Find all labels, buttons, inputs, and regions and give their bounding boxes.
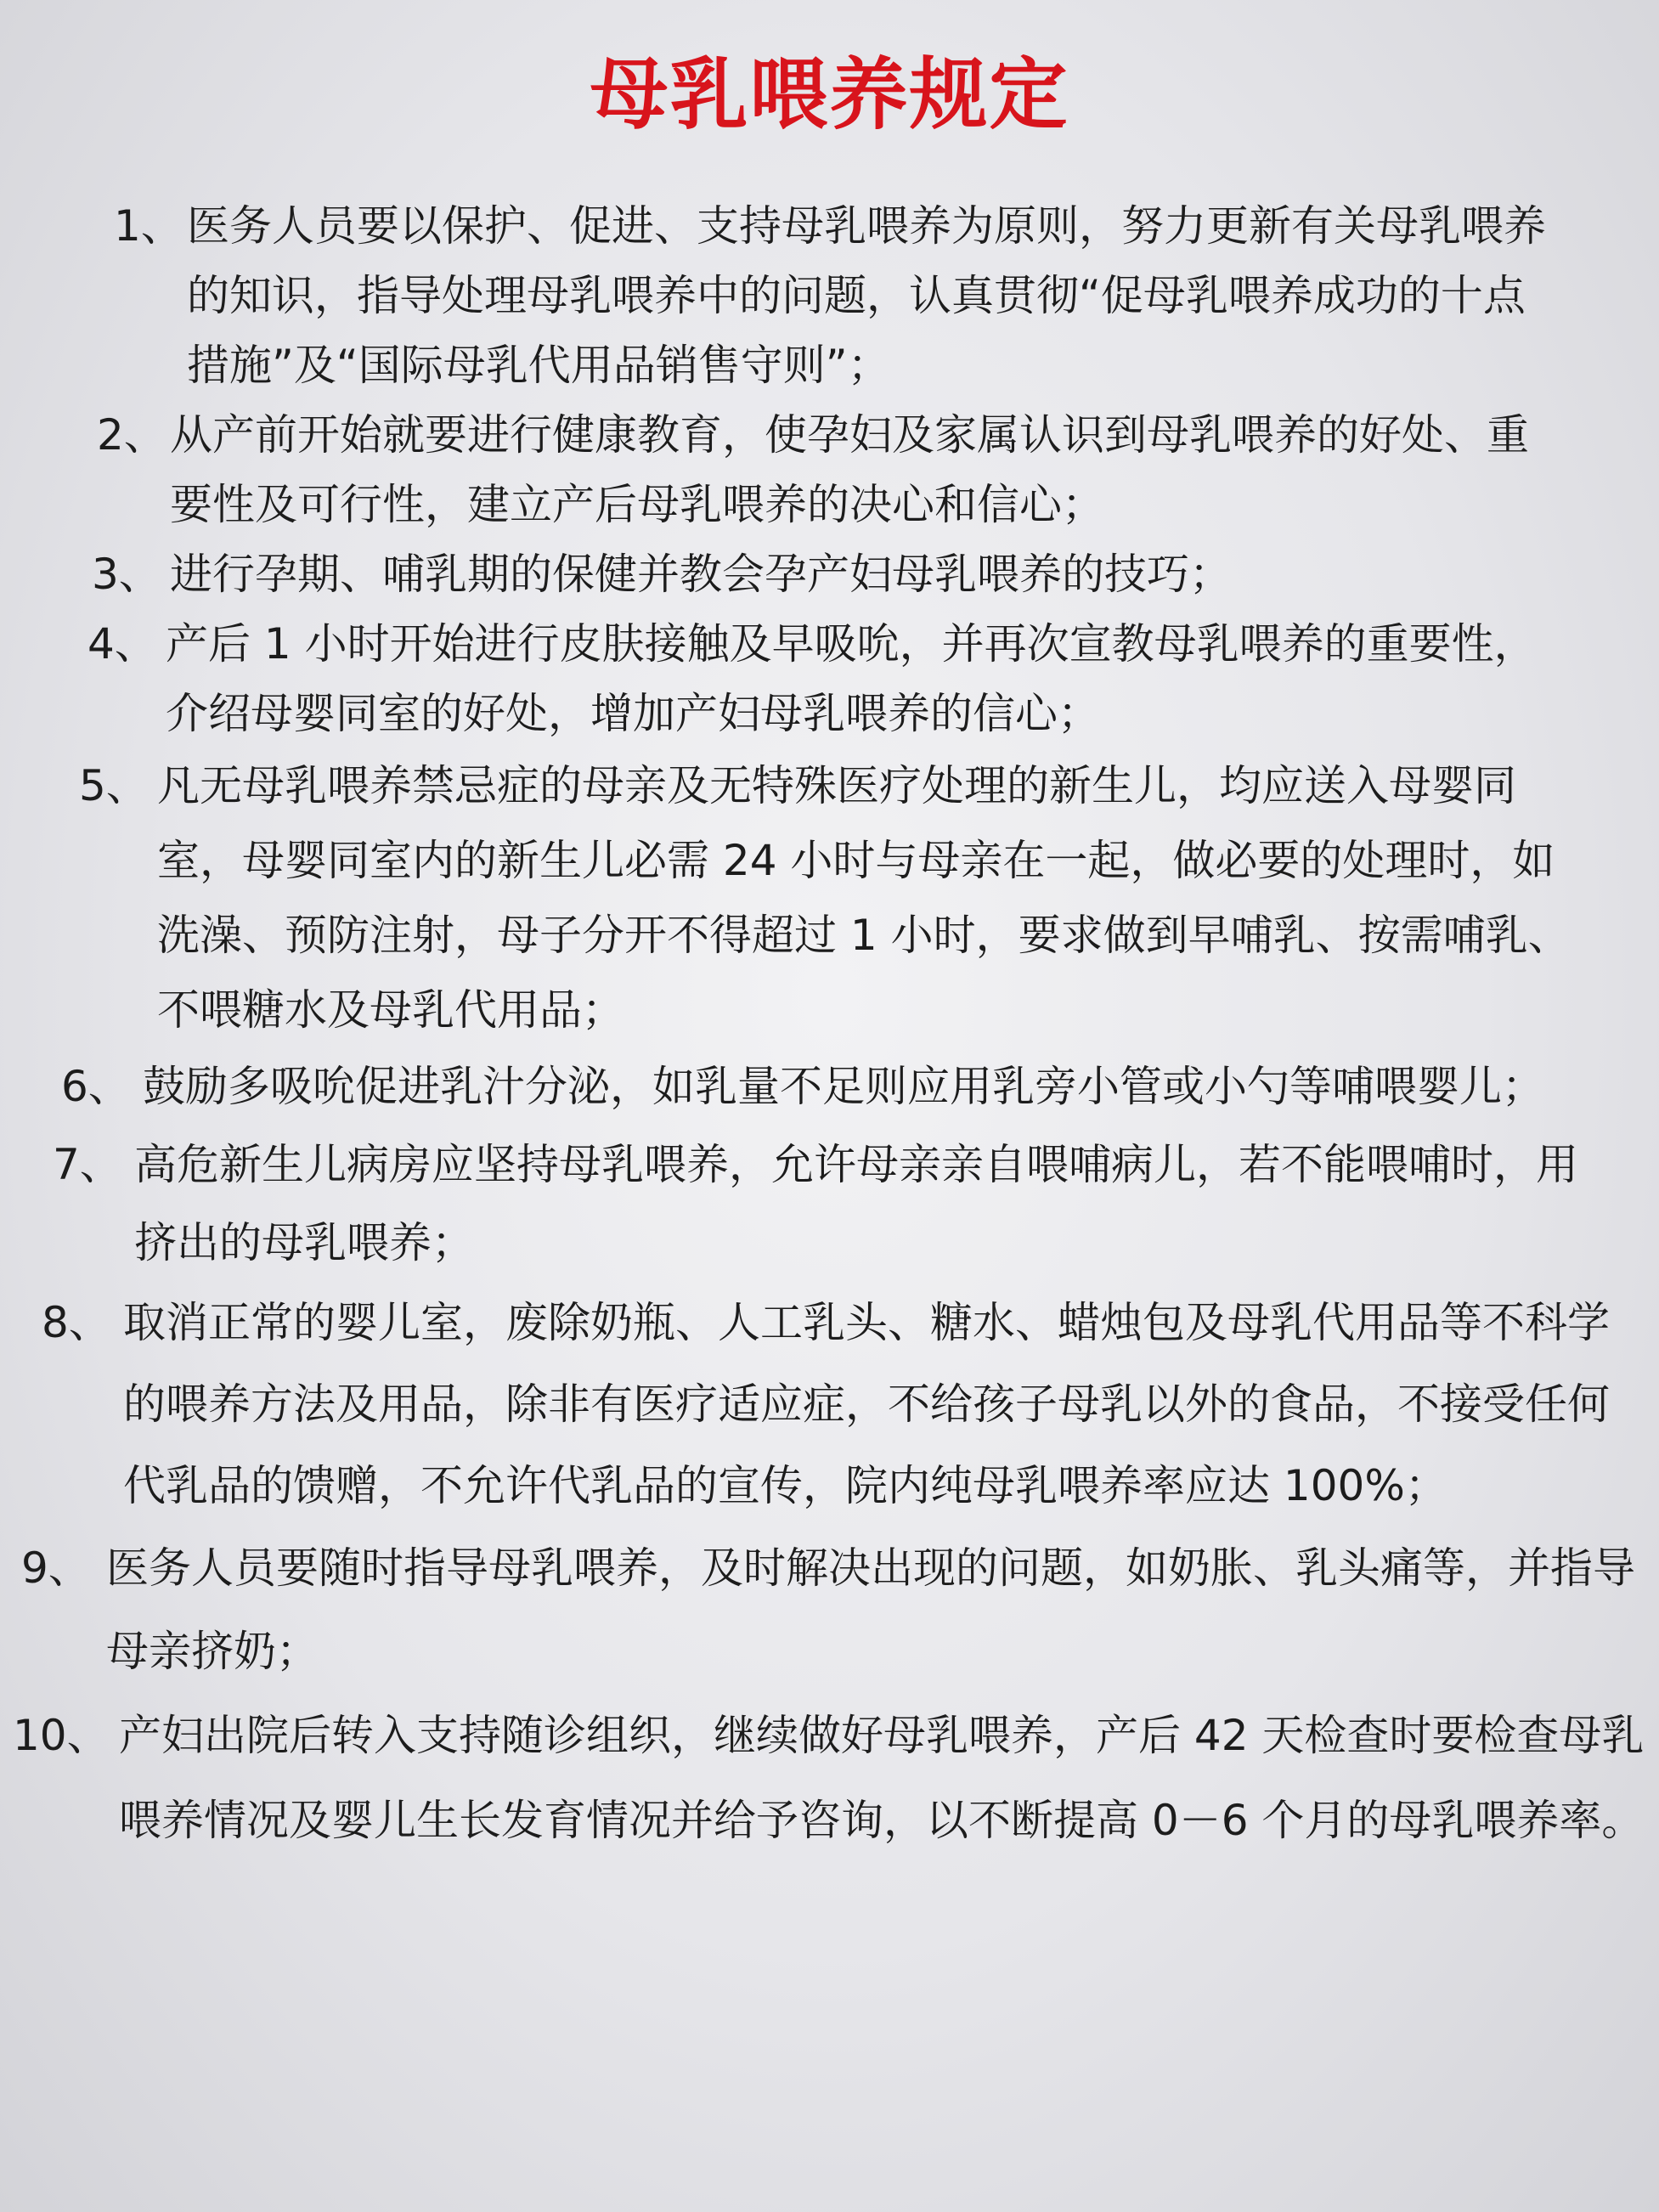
rule-text: 医务人员要以保护、促进、支持母乳喂养为原则，努力更新有关母乳喂养的知识，指导处理母乳喂养中的问题，认真贯彻“促母乳喂养成功的十点措施”及“国际母乳代用品销售守则”； (187, 201, 1546, 390)
rule-item-1 (114, 191, 1563, 400)
rule-item-6 (61, 1047, 1604, 1126)
rule-list (0, 191, 1659, 1863)
rule-text: 从产前开始就要进行健康教育，使孕妇及家属认识到母乳喂养的好处、重要性及可行性，建立产后母乳喂养的决心和信心； (170, 410, 1529, 529)
rule-text: 高危新生儿病房应坚持母乳喂养，允许母亲亲自喂哺病儿，若不能喂哺时，用挤出的母乳喂养； (134, 1140, 1578, 1267)
rule-number: 3、 (92, 550, 161, 599)
rule-item-10 (13, 1693, 1648, 1863)
rule-item-8 (42, 1282, 1627, 1526)
rule-item-5 (79, 748, 1593, 1047)
rule-number: 6、 (61, 1062, 131, 1111)
rule-text: 取消正常的婴儿室，废除奶瓶、人工乳头、糖水、蜡烛包及母乳代用品等不科学的喂养方法及用品，除非有医疗适应症，不给孩子母乳以外的食品，不接受任何代乳品的馈赠，不允许代乳品的宣传，院内纯母乳喂养率应达 100%； (123, 1298, 1610, 1510)
rule-text: 凡无母乳喂养禁忌症的母亲及无特殊医疗处理的新生儿，均应送入母婴同室，母婴同室内的新生儿必需 24 小时与母亲在一起，做必要的处理时，如洗澡、预防注射，母子分开不得超过 1 小时，要求做到早哺乳、按需哺乳、不喂糖水及母乳代用品； (157, 761, 1571, 1035)
rule-text: 产妇出院后转入支持随诊组织，继续做好母乳喂养，产后 42 天检查时要检查母乳喂养情况及婴儿生长发育情况并给予咨询，以不断提高 0－6 个月的母乳喂养率。 (119, 1711, 1645, 1845)
rule-item-7 (53, 1126, 1612, 1282)
rule-text: 医务人员要随时指导母乳喂养，及时解决出现的问题，如奶胀、乳头痛等，并指导母亲挤奶； (106, 1543, 1635, 1676)
rule-number: 9、 (21, 1543, 91, 1593)
rule-item-9 (21, 1526, 1648, 1693)
rule-number: 1、 (114, 201, 183, 251)
rule-number: 4、 (87, 619, 157, 669)
rule-number: 8、 (42, 1298, 111, 1347)
rule-text: 鼓励多吸吮促进乳汁分泌，如乳量不足则应用乳旁小管或小勺等哺喂婴儿； (143, 1062, 1544, 1111)
page-title: 母乳喂养规定 (590, 49, 1069, 140)
rule-text: 进行孕期、哺乳期的保健并教会孕产妇母乳喂养的技巧； (170, 550, 1232, 599)
rule-item-4 (87, 609, 1576, 748)
rule-text: 产后 1 小时开始进行皮肤接触及早吸吮，并再次宣教母乳喂养的重要性，介绍母婴同室的好处，增加产妇母乳喂养的信心； (166, 619, 1537, 738)
rule-item-3 (92, 539, 1563, 609)
rule-number: 10、 (13, 1711, 110, 1760)
rule-item-2 (97, 400, 1563, 539)
rule-number: 5、 (79, 761, 149, 810)
rule-number: 7、 (53, 1140, 122, 1189)
rule-number: 2、 (97, 410, 166, 460)
